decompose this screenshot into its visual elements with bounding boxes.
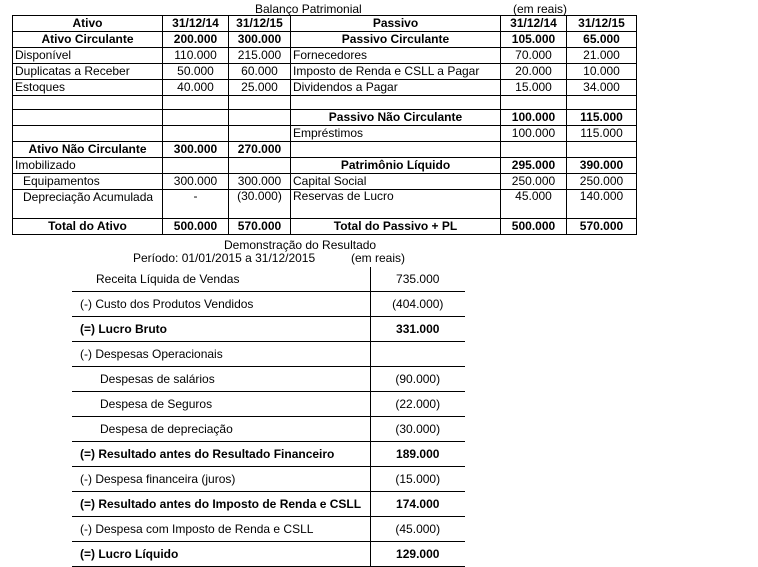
cell: 45.000 <box>501 190 567 219</box>
row-value: 331.000 <box>370 317 465 342</box>
row-label: (=) Lucro Bruto <box>72 317 370 342</box>
cell: Imobilizado <box>13 158 163 174</box>
row-value <box>370 342 465 367</box>
row-label: (-) Custo dos Produtos Vendidos <box>72 292 370 317</box>
table-row <box>13 190 637 219</box>
table-row <box>72 292 465 317</box>
cell: 25.000 <box>229 80 291 96</box>
cell <box>229 96 291 110</box>
cell <box>567 96 637 110</box>
balance-sheet-title: Balanço Patrimonial <box>255 2 362 16</box>
cell: 40.000 <box>163 80 229 96</box>
cell: 110.000 <box>163 48 229 64</box>
cell: Passivo Não Circulante <box>291 110 501 126</box>
table-row <box>72 267 465 292</box>
cell <box>163 126 229 142</box>
row-value: 189.000 <box>370 442 465 467</box>
income-statement-title: Demonstração do Resultado <box>224 238 377 252</box>
cell: 390.000 <box>567 158 637 174</box>
table-row <box>72 367 465 392</box>
row-label: Despesas de salários <box>72 367 370 392</box>
cell: Passivo Circulante <box>291 32 501 48</box>
balance-sheet-unit: (em reais) <box>513 2 568 16</box>
cell: Ativo Circulante <box>13 32 163 48</box>
table-row <box>13 126 637 142</box>
row-label: Despesa de depreciação <box>72 417 370 442</box>
cell: - <box>163 190 229 219</box>
cell: 215.000 <box>229 48 291 64</box>
row-label: (=) Resultado antes do Resultado Financeiro <box>72 442 370 467</box>
cell: 15.000 <box>501 80 567 96</box>
row-label: (=) Resultado antes do Imposto de Renda e CSLL <box>72 492 370 517</box>
cell: 500.000 <box>163 219 229 235</box>
cell: Empréstimos <box>291 126 501 142</box>
cell <box>291 142 501 158</box>
cell: 570.000 <box>567 219 637 235</box>
table-row <box>72 317 465 342</box>
table-row <box>13 158 637 174</box>
cell <box>229 126 291 142</box>
cell: 100.000 <box>501 126 567 142</box>
cell: 100.000 <box>501 110 567 126</box>
cell <box>163 110 229 126</box>
row-label: (-) Despesa com Imposto de Renda e CSLL <box>72 517 370 542</box>
cell: 10.000 <box>567 64 637 80</box>
table-row <box>72 467 465 492</box>
header-date-2014: 31/12/14 <box>501 16 567 32</box>
cell: (30.000) <box>229 190 291 219</box>
cell: Total do Ativo <box>13 219 163 235</box>
table-row-total <box>13 219 637 235</box>
row-label: (-) Despesa financeira (juros) <box>72 467 370 492</box>
row-label: Receita Líquida de Vendas <box>72 267 370 292</box>
cell: 570.000 <box>229 219 291 235</box>
table-row <box>72 542 465 567</box>
cell <box>163 96 229 110</box>
row-value: (90.000) <box>370 367 465 392</box>
cell: 65.000 <box>567 32 637 48</box>
table-header-row <box>13 16 637 32</box>
cell: Patrimônio Líquido <box>291 158 501 174</box>
cell: 70.000 <box>501 48 567 64</box>
income-statement-table <box>72 267 465 567</box>
balance-sheet-table <box>12 15 637 235</box>
cell <box>229 158 291 174</box>
cell: Depreciação Acumulada <box>13 190 163 219</box>
table-row <box>13 64 637 80</box>
cell: 250.000 <box>567 174 637 190</box>
cell: Fornecedores <box>291 48 501 64</box>
table-row <box>13 142 637 158</box>
row-value: 735.000 <box>370 267 465 292</box>
income-statement-period-line <box>133 251 405 265</box>
cell: 250.000 <box>501 174 567 190</box>
table-row <box>13 48 637 64</box>
income-statement-unit: (em reais) <box>351 251 406 265</box>
cell: Reservas de Lucro <box>291 190 501 219</box>
cell: Total do Passivo + PL <box>291 219 501 235</box>
table-row <box>72 342 465 367</box>
cell: 295.000 <box>501 158 567 174</box>
cell <box>501 142 567 158</box>
cell: Estoques <box>13 80 163 96</box>
cell: 115.000 <box>567 110 637 126</box>
cell: Equipamentos <box>13 174 163 190</box>
row-value: (15.000) <box>370 467 465 492</box>
cell <box>13 126 163 142</box>
table-row <box>13 110 637 126</box>
cell <box>229 110 291 126</box>
row-label: Despesa de Seguros <box>72 392 370 417</box>
table-row <box>13 32 637 48</box>
table-row <box>72 517 465 542</box>
cell: Duplicatas a Receber <box>13 64 163 80</box>
table-row-empty <box>13 96 637 110</box>
row-value: (22.000) <box>370 392 465 417</box>
table-row <box>72 492 465 517</box>
cell: Capital Social <box>291 174 501 190</box>
cell: 300.000 <box>163 174 229 190</box>
cell: 115.000 <box>567 126 637 142</box>
cell: Ativo Não Circulante <box>13 142 163 158</box>
header-passivo: Passivo <box>291 16 501 32</box>
row-value: 129.000 <box>370 542 465 567</box>
row-value: (45.000) <box>370 517 465 542</box>
cell: 300.000 <box>163 142 229 158</box>
cell: 300.000 <box>229 174 291 190</box>
table-row <box>72 417 465 442</box>
cell: 21.000 <box>567 48 637 64</box>
cell: 300.000 <box>229 32 291 48</box>
header-date-2015: 31/12/15 <box>567 16 637 32</box>
cell: 20.000 <box>501 64 567 80</box>
cell: 500.000 <box>501 219 567 235</box>
cell <box>163 158 229 174</box>
cell: 105.000 <box>501 32 567 48</box>
row-value: (30.000) <box>370 417 465 442</box>
cell <box>13 96 163 110</box>
table-row <box>13 174 637 190</box>
cell: 200.000 <box>163 32 229 48</box>
row-label: (-) Despesas Operacionais <box>72 342 370 367</box>
cell <box>567 142 637 158</box>
cell: 270.000 <box>229 142 291 158</box>
income-statement-period: Período: 01/01/2015 a 31/12/2015 <box>133 251 316 265</box>
header-date-2015: 31/12/15 <box>229 16 291 32</box>
table-row <box>72 392 465 417</box>
header-ativo: Ativo <box>13 16 163 32</box>
cell <box>501 96 567 110</box>
row-value: (404.000) <box>370 292 465 317</box>
cell: Dividendos a Pagar <box>291 80 501 96</box>
cell <box>13 110 163 126</box>
cell: 50.000 <box>163 64 229 80</box>
cell <box>291 96 501 110</box>
cell: Imposto de Renda e CSLL a Pagar <box>291 64 501 80</box>
cell: Disponível <box>13 48 163 64</box>
cell: 34.000 <box>567 80 637 96</box>
row-label: (=) Lucro Líquido <box>72 542 370 567</box>
cell: 140.000 <box>567 190 637 219</box>
row-value: 174.000 <box>370 492 465 517</box>
table-row <box>13 80 637 96</box>
cell: 60.000 <box>229 64 291 80</box>
table-row <box>72 442 465 467</box>
header-date-2014: 31/12/14 <box>163 16 229 32</box>
